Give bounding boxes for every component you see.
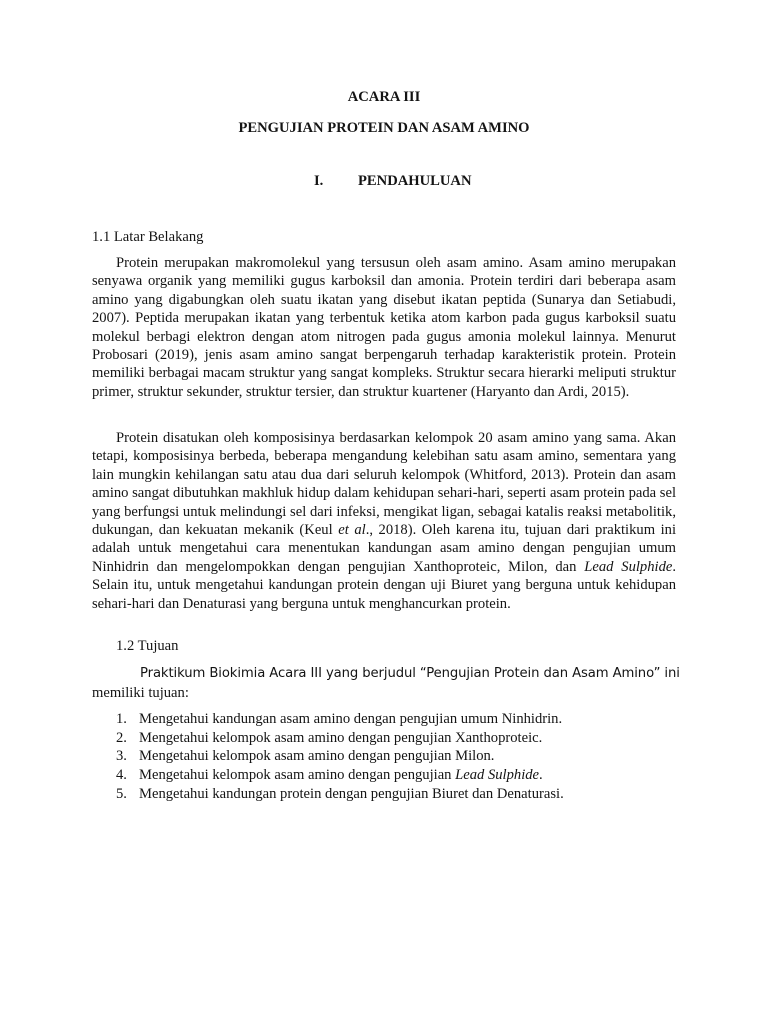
list-item-text-main: Mengetahui kelompok asam amino dengan pengujian <box>139 767 456 784</box>
list-item-number: 5. <box>116 785 127 802</box>
acara-heading: ACARA III <box>347 89 421 105</box>
lead-sulphide-italic: Lead Sulphide <box>584 558 673 575</box>
paragraph-latar-belakang-1: Protein merupakan makromolekul yang tersusun oleh asam amino. Asam amino merupakan senyawa organik yang memiliki gugus karboksil dan amonia. Protein terdiri dari beberapa asam amino yang digabungkan oleh suatu ikatan yang disebut ikatan peptida (Sunarya dan Setiabudi, 2007). Peptida merupakan ikatan yang terbentuk ketika atom karbon pada gugus karboksil suatu molekul berbagi elektron dengan atom nitrogen pada gugus amonia molekul lainnya. Menurut Probosari (2019), jenis asam amino sangat berpengaruh terhadap karakteristik protein. Protein memiliki berbagai macam struktur yang sangat kompleks. Struktur secara hierarki meliputi struktur primer, struktur sekunder, struktur tersier, dan struktur kuartener (Haryanto dan Ardi, 2015). <box>92 255 676 400</box>
list-item-number: 1. <box>116 711 127 727</box>
lead-sulphide-italic: Lead Sulphide <box>455 767 540 784</box>
list-item-number: 4. <box>116 767 127 784</box>
list-item-suffix: . <box>539 767 543 784</box>
section-heading-latar-belakang: 1.1 Latar Belakang <box>92 229 204 245</box>
list-item-number: 3. <box>116 748 127 765</box>
chapter-number: I. <box>314 173 324 189</box>
paragraph-2-text-2: ., 2018). Oleh karena itu, tujuan dari praktikum ini adalah untuk mengetahui cara menentukan kandungan asam amino dengan pengujian umum Ninhidrin dan mengelompokkan dengan pengujian Xanthoproteic, Milon, dan <box>92 522 677 575</box>
tujuan-intro-line-2: memiliki tujuan: <box>92 685 189 701</box>
list-item-text: Mengetahui kelompok asam amino dengan pengujian Xanthoproteic. <box>139 729 543 746</box>
list-item-text: Mengetahui kelompok asam amino dengan pengujian Milon. <box>139 748 495 765</box>
document-title: PENGUJIAN PROTEIN DAN ASAM AMINO <box>238 120 530 136</box>
et-al-italic: et al <box>338 522 366 539</box>
paragraph-2-text-1: Protein disatukan oleh komposisinya berdasarkan kelompok 20 asam amino yang sama. Akan tetapi, komposisinya berbeda, beberapa mengandung kelebihan satu asam amino, sementara yang lain mungkin kehilangan satu atau dua dari seluruh kelompok (Whitford, 2013). Protein dan asam amino sangat dibutuhkan makhluk hidup dalam kehidupan sehari-hari, seperti asam protein pada sel yang berfungsi untuk melindungi sel dari infeksi, mengikat ligan, sebagai katalis reaksi metabolitik, dukungan, dan kekuatan mekanik (Keul <box>92 430 676 539</box>
list-item-text <box>139 766 543 784</box>
list-item-text: Mengetahui kandungan asam amino dengan pengujian umum Ninhidrin. <box>139 711 563 727</box>
section-heading-tujuan: 1.2 Tujuan <box>116 638 179 654</box>
paragraph-latar-belakang-2 <box>92 429 676 613</box>
list-item-text: Mengetahui kandungan protein dengan pengujian Biuret dan Denaturasi. <box>139 785 564 802</box>
list-item-number: 2. <box>116 729 127 746</box>
chapter-title: PENDAHULUAN <box>358 173 472 189</box>
paragraph-2-text-3: . Selain itu, untuk mengetahui kandungan protein dengan uji Biuret yang berguna untuk kehidupan sehari-hari dan Denaturasi yang berguna untuk menghancurkan protein. <box>92 558 676 612</box>
tujuan-intro-line-1: Praktikum Biokimia Acara III yang berjudul “Pengujian Protein dan Asam Amino” ini <box>140 666 680 681</box>
